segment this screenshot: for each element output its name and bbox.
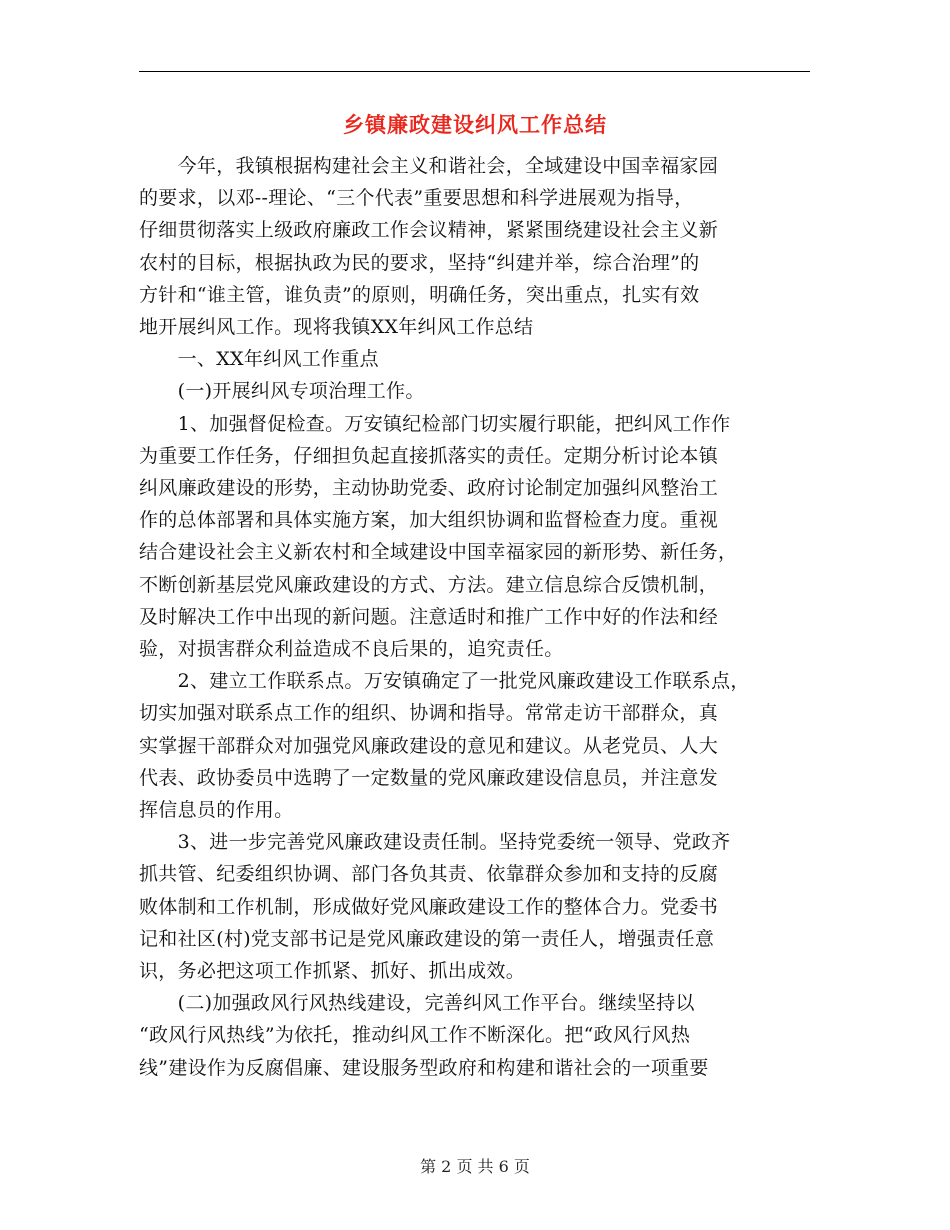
text-line: 方针和“谁主管，谁负责”的原则，明确任务，突出重点，扎实有效 [139, 283, 700, 306]
text-line: 作的总体部署和具体实施方案，加大组织协调和监督检查力度。重视 [139, 509, 719, 532]
text-line: (一)开展纠风专项治理工作。 [139, 380, 425, 403]
text-line: 线”建设作为反腐倡廉、建设服务型政府和构建和谐社会的一项重要 [139, 1056, 709, 1079]
header-rule [139, 71, 810, 72]
text-line: 仔细贯彻落实上级政府廉政工作会议精神，紧紧围绕建设社会主义新 [139, 219, 719, 242]
text-line: 今年，我镇根据构建社会主义和谐社会，全域建设中国幸福家园 [139, 155, 719, 177]
text-line: 1、加强督促检查。万安镇纪检部门切实履行职能，把纠风工作作 [139, 412, 731, 435]
text-line: 识，务必把这项工作抓紧、抓好、抓出成效。 [139, 960, 526, 982]
text-line: “政风行风热线”为依托，推动纠风工作不断深化。把“政风行风热 [139, 1024, 691, 1047]
document-title: 乡镇廉政建设纠风工作总结 [343, 113, 607, 137]
text-line: 纠风廉政建设的形势，主动协助党委、政府讨论制定加强纠风整治工 [139, 477, 719, 499]
text-line: 2、建立工作联系点。万安镇确定了一批党风廉政建设工作联系点， [139, 670, 750, 693]
text-line: 切实加强对联系点工作的组织、协调和指导。常常走访干部群众，真 [139, 702, 719, 725]
text-line: 败体制和工作机制，形成做好党风廉政建设工作的整体合力。党委书 [139, 895, 719, 918]
text-line: 为重要工作任务，仔细担负起直接抓落实的责任。定期分析讨论本镇 [139, 444, 719, 467]
text-line: 地开展纠风工作。现将我镇XX年纠风工作总结 [139, 316, 534, 338]
text-line: 农村的目标，根据执政为民的要求，坚持“纠建并举，综合治理”的 [139, 251, 700, 274]
text-line: 代表、政协委员中选聘了一定数量的党风廉政建设信息员，并注意发 [139, 766, 719, 789]
text-line: 3、进一步完善党风廉政建设责任制。坚持党委统一领导、党政齐 [139, 831, 731, 854]
text-line: 结合建设社会主义新农村和全域建设中国幸福家园的新形势、新任务， [139, 541, 738, 564]
text-line: 验，对损害群众利益造成不良后果的，追究责任。 [139, 638, 564, 660]
text-line: 不断创新基层党风廉政建设的方式、方法。建立信息综合反馈机制， [139, 573, 719, 596]
text-line: (二)加强政风行风热线建设，完善纠风工作平台。继续坚持以 [139, 992, 695, 1015]
text-line: 抓共管、纪委组织协调、部门各负其责、依靠群众参加和支持的反腐 [139, 863, 719, 886]
text-line: 一、XX年纠风工作重点 [139, 348, 379, 371]
text-line: 及时解决工作中出现的新问题。注意适时和推广工作中好的作法和经 [139, 605, 719, 628]
text-line: 记和社区(村)党支部书记是党风廉政建设的第一责任人，增强责任意 [139, 927, 715, 950]
text-line: 的要求，以邓--理论、“三个代表”重要思想和科学进展观为指导， [139, 187, 694, 210]
text-line: 实掌握干部群众对加强党风廉政建设的意见和建议。从老党员、人大 [139, 734, 719, 757]
text-line: 挥信息员的作用。 [139, 799, 294, 821]
page-footer: 第 2 页 共 6 页 [420, 1157, 530, 1176]
